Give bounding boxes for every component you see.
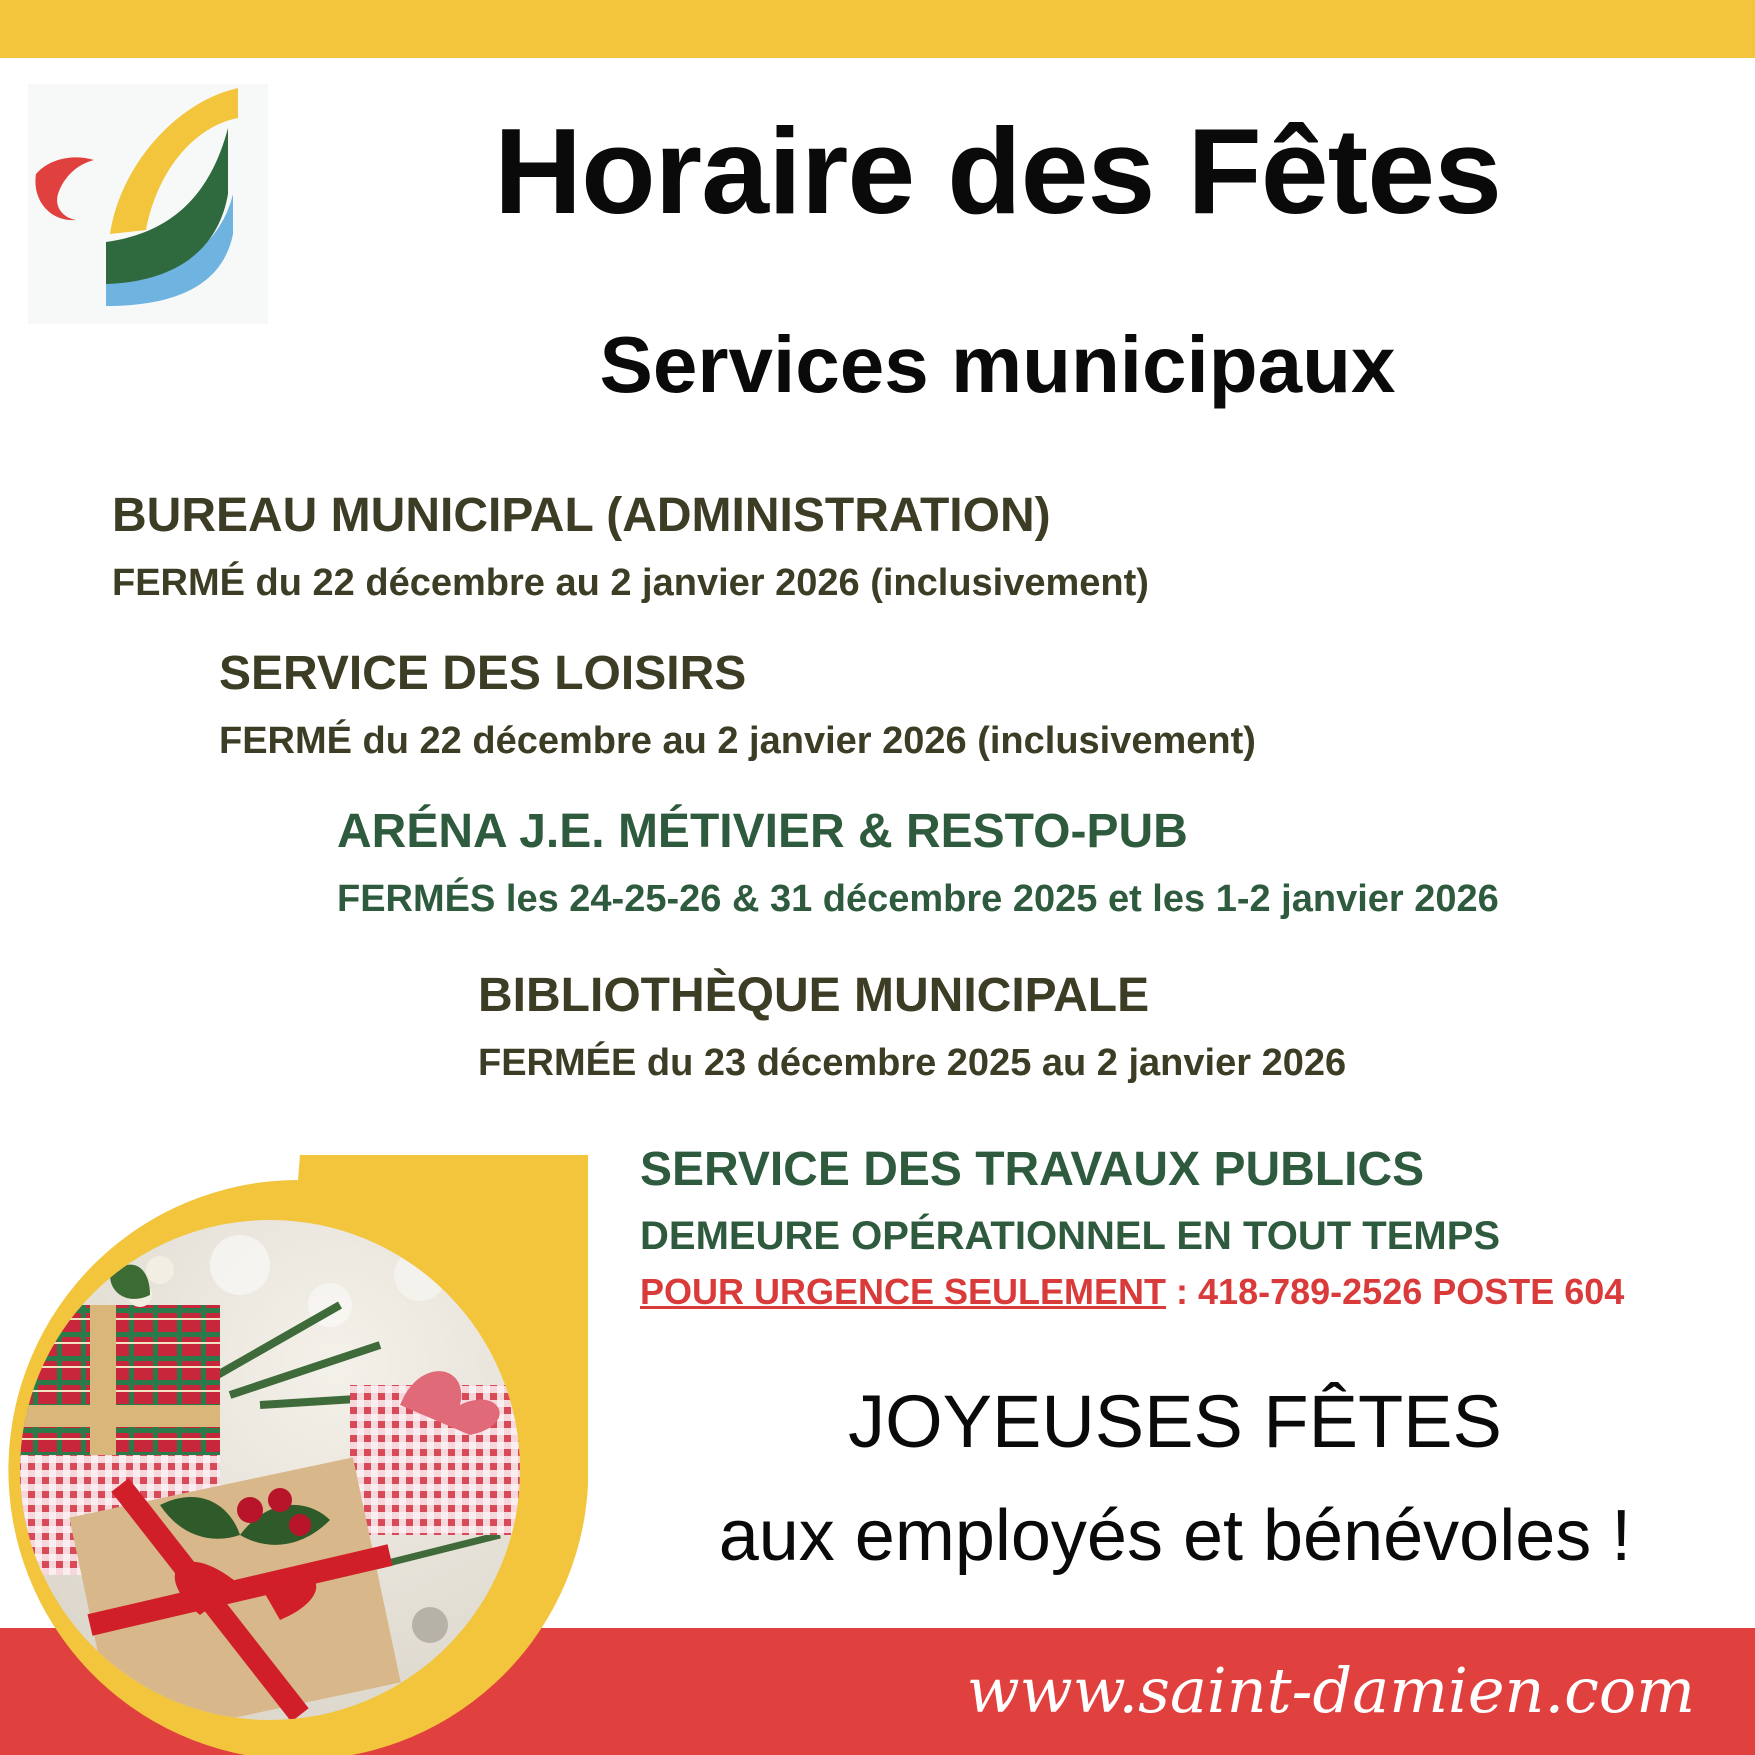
gift-photo-badge — [0, 1155, 590, 1755]
service-detail: FERMÉ du 22 décembre au 2 janvier 2026 (inclusivement) — [112, 562, 1149, 604]
greeting-line-1: JOYEUSES FÊTES — [848, 1380, 1502, 1463]
urgent-contact — [640, 1271, 1625, 1312]
service-detail: DEMEURE OPÉRATIONNEL EN TOUT TEMPS — [640, 1214, 1501, 1258]
service-bureau-municipal — [112, 489, 1149, 604]
page-subtitle: Services municipaux — [599, 320, 1396, 409]
urgent-phone: : 418-789-2526 POSTE 604 — [1166, 1271, 1625, 1312]
urgent-label: POUR URGENCE SEULEMENT — [640, 1271, 1167, 1312]
service-heading: SERVICE DES TRAVAUX PUBLICS — [640, 1143, 1425, 1196]
website-link[interactable]: www.saint-damien.com — [966, 1654, 1695, 1727]
service-loisirs — [219, 647, 1256, 762]
service-heading: ARÉNA J.E. MÉTIVIER & RESTO-PUB — [337, 805, 1188, 858]
service-travaux-publics — [640, 1143, 1625, 1312]
page-title: Horaire des Fêtes — [494, 103, 1501, 239]
service-heading: BIBLIOTHÈQUE MUNICIPALE — [478, 969, 1150, 1022]
top-accent-bar — [0, 0, 1755, 58]
service-arena — [337, 805, 1499, 920]
service-detail: FERMÉE du 23 décembre 2025 au 2 janvier 2026 — [478, 1042, 1347, 1084]
service-detail: FERMÉ du 22 décembre au 2 janvier 2026 (inclusivement) — [219, 720, 1256, 762]
service-heading: SERVICE DES LOISIRS — [219, 647, 747, 700]
greeting-line-2: aux employés et bénévoles ! — [718, 1496, 1632, 1576]
service-bibliotheque — [478, 969, 1347, 1084]
service-detail: FERMÉS les 24-25-26 & 31 décembre 2025 et les 1-2 janvier 2026 — [337, 878, 1499, 920]
service-heading: BUREAU MUNICIPAL (ADMINISTRATION) — [112, 489, 1051, 542]
